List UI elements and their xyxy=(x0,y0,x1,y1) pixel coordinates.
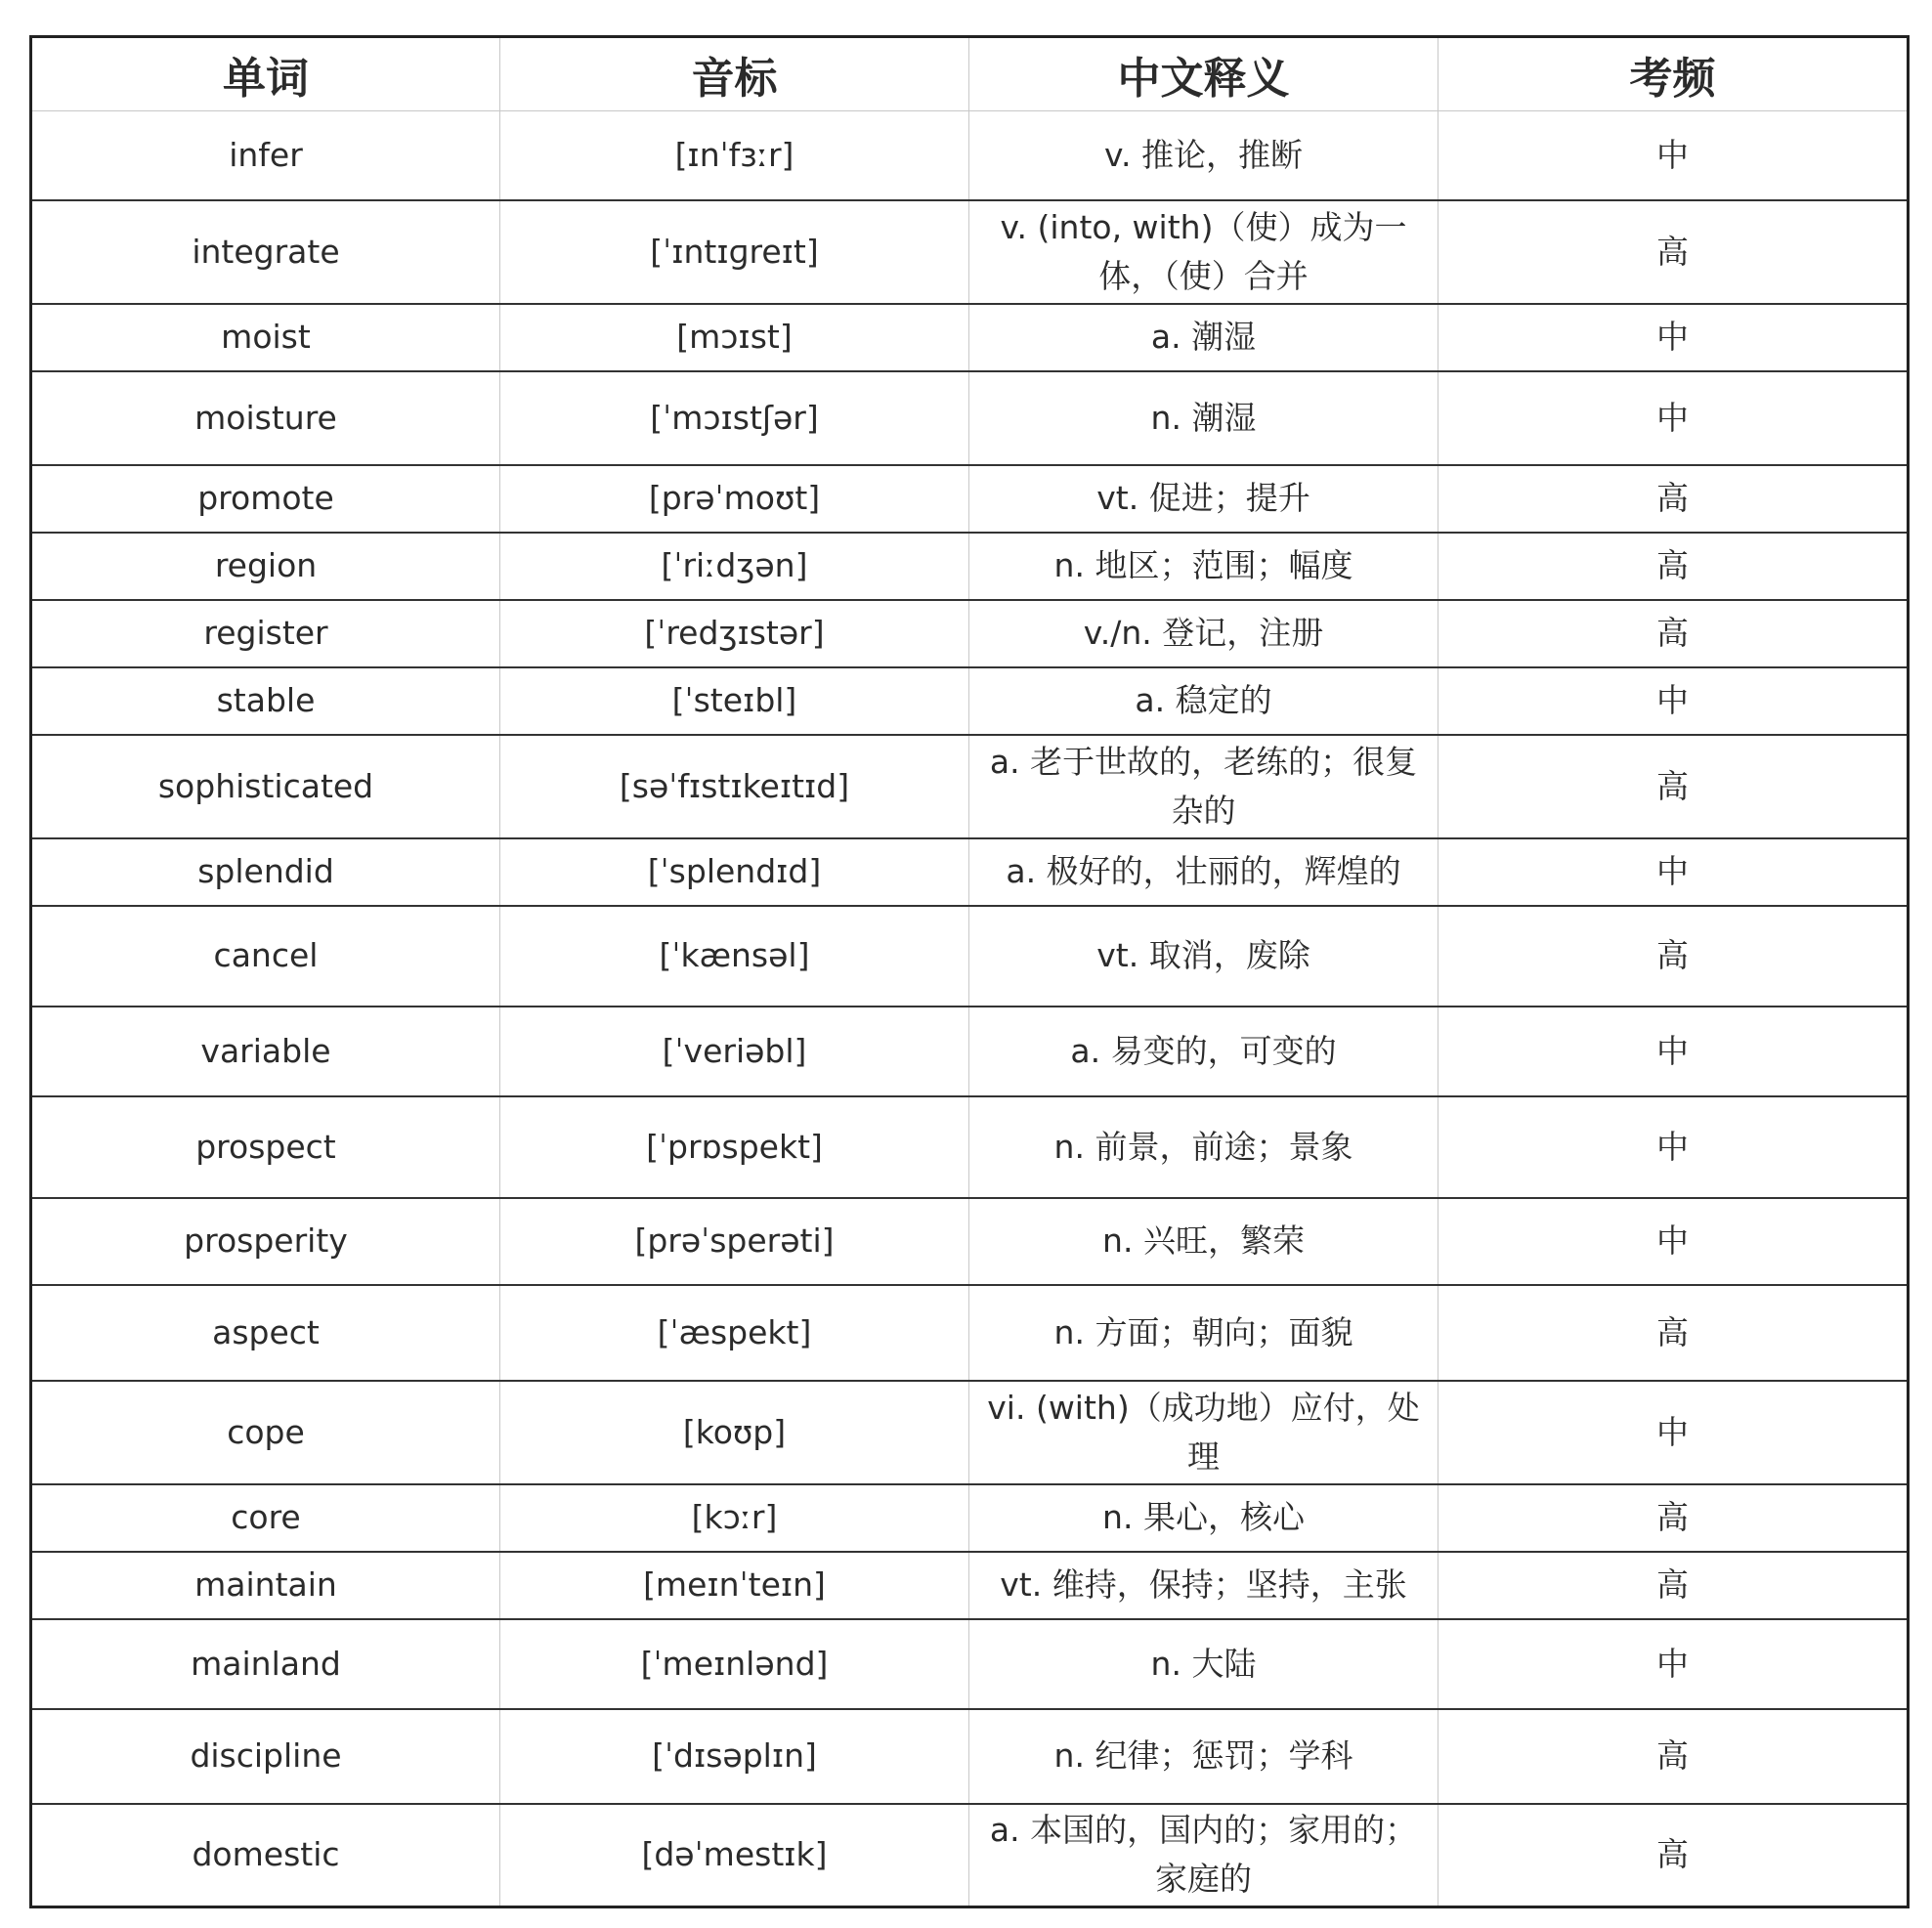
cell-phonetic: [ˈmɔɪstʃər] xyxy=(500,371,969,465)
cell-word: domestic xyxy=(31,1804,500,1907)
cell-phonetic: [ˈæspekt] xyxy=(500,1285,969,1381)
cell-word: core xyxy=(31,1484,500,1552)
cell-phonetic: [ˈredʒɪstər] xyxy=(500,600,969,667)
cell-meaning: n. 潮湿 xyxy=(969,371,1438,465)
cell-frequency: 中 xyxy=(1438,371,1909,465)
cell-frequency: 中 xyxy=(1438,1381,1909,1484)
cell-phonetic: [ɪnˈfɜːr] xyxy=(500,111,969,200)
table-row xyxy=(31,1552,1909,1619)
cell-word: infer xyxy=(31,111,500,200)
table-row xyxy=(31,1484,1909,1552)
table-row xyxy=(31,1709,1909,1804)
cell-word: splendid xyxy=(31,838,500,906)
cell-word: moisture xyxy=(31,371,500,465)
cell-frequency: 高 xyxy=(1438,1709,1909,1804)
header-row xyxy=(31,37,1909,111)
cell-phonetic: [meɪnˈteɪn] xyxy=(500,1552,969,1619)
table-row xyxy=(31,371,1909,465)
cell-phonetic: [dəˈmestɪk] xyxy=(500,1804,969,1907)
cell-word: prosperity xyxy=(31,1198,500,1285)
table-row xyxy=(31,906,1909,1007)
cell-meaning: vt. 取消，废除 xyxy=(969,906,1438,1007)
cell-word: aspect xyxy=(31,1285,500,1381)
cell-phonetic: [prəˈmoʊt] xyxy=(500,465,969,533)
cell-meaning: n. 大陆 xyxy=(969,1619,1438,1709)
table-row xyxy=(31,533,1909,600)
cell-phonetic: [ˈsteɪbl] xyxy=(500,667,969,735)
cell-meaning: vt. 维持，保持；坚持，主张 xyxy=(969,1552,1438,1619)
cell-word: prospect xyxy=(31,1096,500,1198)
table-row xyxy=(31,465,1909,533)
cell-word: discipline xyxy=(31,1709,500,1804)
cell-meaning: vt. 促进；提升 xyxy=(969,465,1438,533)
cell-phonetic: [ˈdɪsəplɪn] xyxy=(500,1709,969,1804)
cell-frequency: 中 xyxy=(1438,1096,1909,1198)
cell-frequency: 高 xyxy=(1438,533,1909,600)
cell-phonetic: [ˈsplendɪd] xyxy=(500,838,969,906)
cell-word: cope xyxy=(31,1381,500,1484)
cell-phonetic: [ˈriːdʒən] xyxy=(500,533,969,600)
cell-meaning: v./n. 登记，注册 xyxy=(969,600,1438,667)
table-row xyxy=(31,1285,1909,1381)
cell-meaning: a. 老于世故的，老练的；很复杂的 xyxy=(969,735,1438,838)
vocab-table xyxy=(29,35,1910,1908)
table-row xyxy=(31,1198,1909,1285)
cell-phonetic: [ˈmeɪnlənd] xyxy=(500,1619,969,1709)
cell-meaning: n. 地区；范围；幅度 xyxy=(969,533,1438,600)
cell-word: integrate xyxy=(31,200,500,304)
cell-frequency: 高 xyxy=(1438,465,1909,533)
cell-meaning: n. 纪律；惩罚；学科 xyxy=(969,1709,1438,1804)
cell-word: stable xyxy=(31,667,500,735)
header-meaning: 中文释义 xyxy=(969,37,1438,111)
header-phonetic: 音标 xyxy=(500,37,969,111)
cell-word: sophisticated xyxy=(31,735,500,838)
cell-phonetic: [kɔːr] xyxy=(500,1484,969,1552)
cell-meaning: a. 易变的，可变的 xyxy=(969,1007,1438,1096)
cell-frequency: 高 xyxy=(1438,200,1909,304)
cell-meaning: a. 本国的，国内的；家用的；家庭的 xyxy=(969,1804,1438,1907)
table-row xyxy=(31,838,1909,906)
cell-phonetic: [mɔɪst] xyxy=(500,304,969,371)
cell-phonetic: [ˈveriəbl] xyxy=(500,1007,969,1096)
cell-meaning: n. 前景，前途；景象 xyxy=(969,1096,1438,1198)
table-row xyxy=(31,200,1909,304)
cell-meaning: n. 兴旺，繁荣 xyxy=(969,1198,1438,1285)
cell-meaning: a. 极好的，壮丽的，辉煌的 xyxy=(969,838,1438,906)
cell-word: region xyxy=(31,533,500,600)
cell-frequency: 中 xyxy=(1438,111,1909,200)
cell-frequency: 高 xyxy=(1438,1804,1909,1907)
cell-meaning: n. 果心，核心 xyxy=(969,1484,1438,1552)
cell-frequency: 高 xyxy=(1438,1552,1909,1619)
table-row xyxy=(31,1381,1909,1484)
cell-meaning: vi. (with)（成功地）应付，处理 xyxy=(969,1381,1438,1484)
cell-meaning: n. 方面；朝向；面貌 xyxy=(969,1285,1438,1381)
cell-word: maintain xyxy=(31,1552,500,1619)
cell-phonetic: [koʊp] xyxy=(500,1381,969,1484)
cell-meaning: a. 潮湿 xyxy=(969,304,1438,371)
table-row xyxy=(31,304,1909,371)
cell-phonetic: [prəˈsperəti] xyxy=(500,1198,969,1285)
table-row xyxy=(31,111,1909,200)
cell-frequency: 中 xyxy=(1438,1007,1909,1096)
cell-phonetic: [ˈɪntɪɡreɪt] xyxy=(500,200,969,304)
cell-frequency: 中 xyxy=(1438,838,1909,906)
header-word: 单词 xyxy=(31,37,500,111)
cell-word: variable xyxy=(31,1007,500,1096)
cell-word: promote xyxy=(31,465,500,533)
cell-frequency: 高 xyxy=(1438,1285,1909,1381)
cell-frequency: 高 xyxy=(1438,1484,1909,1552)
cell-meaning: v. 推论，推断 xyxy=(969,111,1438,200)
cell-meaning: v. (into, with)（使）成为一体，（使）合并 xyxy=(969,200,1438,304)
cell-frequency: 中 xyxy=(1438,1198,1909,1285)
cell-word: mainland xyxy=(31,1619,500,1709)
cell-word: moist xyxy=(31,304,500,371)
cell-word: cancel xyxy=(31,906,500,1007)
cell-frequency: 中 xyxy=(1438,667,1909,735)
table-row xyxy=(31,667,1909,735)
cell-phonetic: [ˈprɒspekt] xyxy=(500,1096,969,1198)
table-body xyxy=(31,111,1909,1907)
table-row xyxy=(31,1804,1909,1907)
cell-frequency: 高 xyxy=(1438,735,1909,838)
table-row xyxy=(31,735,1909,838)
cell-frequency: 高 xyxy=(1438,906,1909,1007)
header-frequency: 考频 xyxy=(1438,37,1909,111)
cell-frequency: 中 xyxy=(1438,304,1909,371)
cell-word: register xyxy=(31,600,500,667)
cell-frequency: 中 xyxy=(1438,1619,1909,1709)
cell-phonetic: [səˈfɪstɪkeɪtɪd] xyxy=(500,735,969,838)
cell-meaning: a. 稳定的 xyxy=(969,667,1438,735)
cell-phonetic: [ˈkænsəl] xyxy=(500,906,969,1007)
table-row xyxy=(31,600,1909,667)
table-row xyxy=(31,1619,1909,1709)
table-row xyxy=(31,1096,1909,1198)
table-row xyxy=(31,1007,1909,1096)
cell-frequency: 高 xyxy=(1438,600,1909,667)
